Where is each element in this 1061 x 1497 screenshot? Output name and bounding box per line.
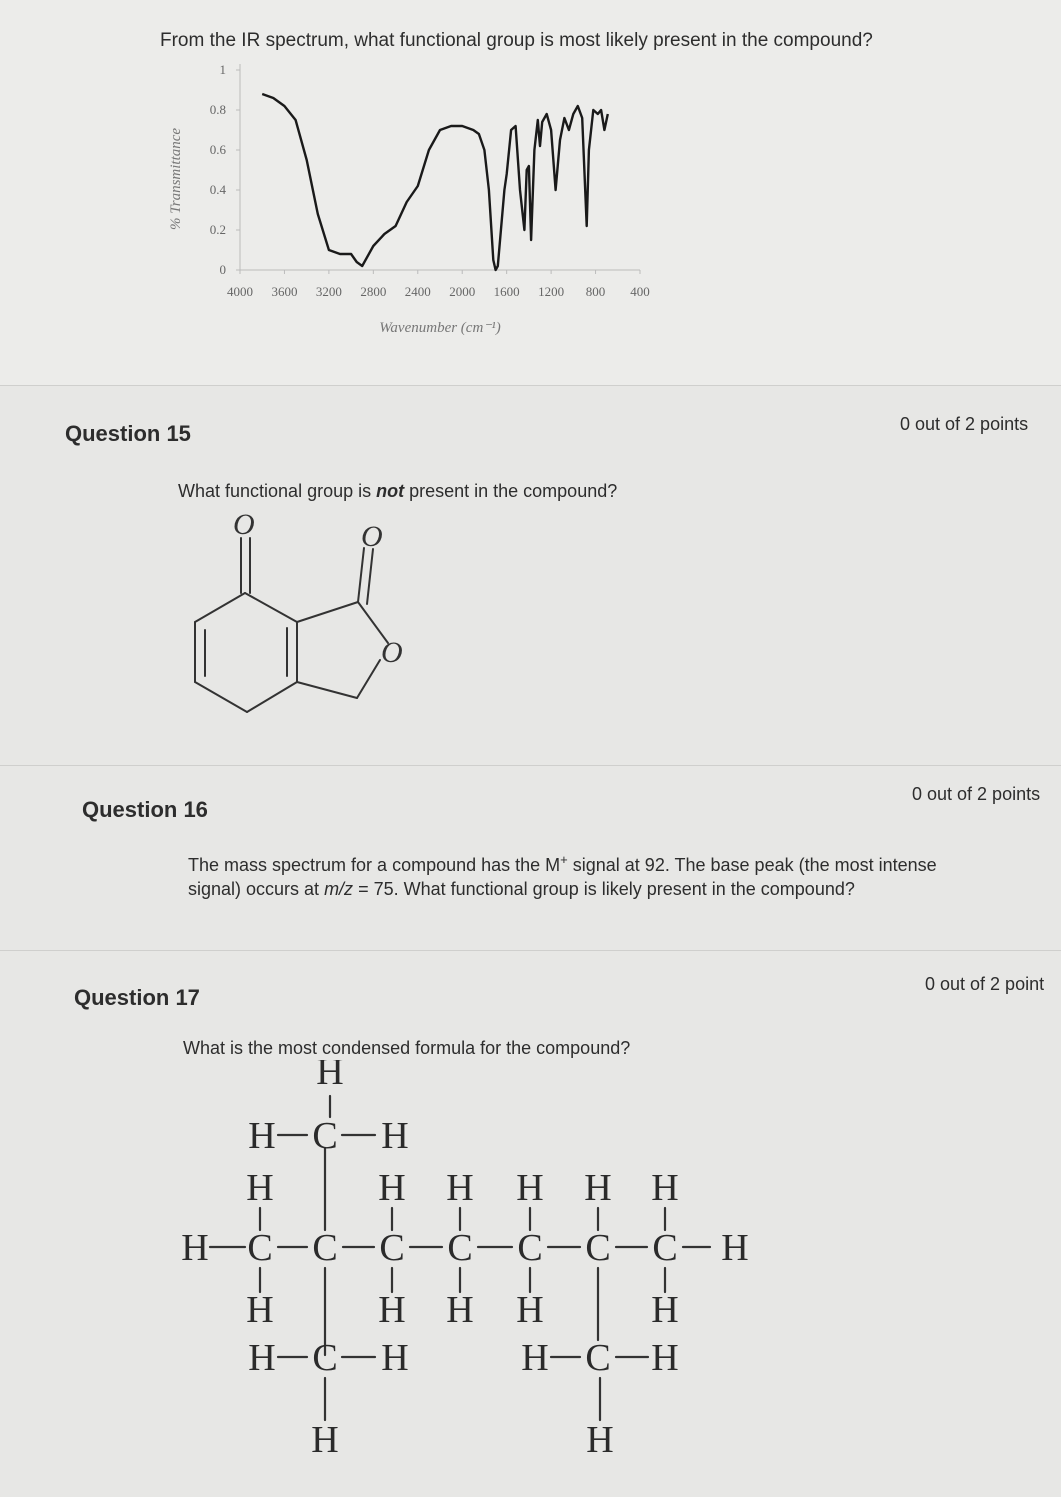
ir-x-tick-label: 2000 — [449, 284, 476, 299]
carbon-atom-label: C — [585, 1337, 611, 1379]
carbon-atom-label: C — [247, 1227, 273, 1269]
question-17-points: 0 out of 2 point — [925, 974, 1045, 994]
divider — [0, 385, 1061, 386]
ir-x-tick-label: 3200 — [315, 284, 342, 299]
hydrogen-atom-label: H — [586, 1419, 614, 1461]
ir-x-tick-label: 1200 — [538, 284, 565, 299]
question-16-line — [188, 877, 1058, 901]
ir-x-tick-label: 2400 — [404, 284, 431, 299]
hydrogen-atom-label: H — [721, 1227, 749, 1269]
question-15-title: Question 15 — [65, 421, 191, 446]
question-16-points: 0 out of 2 points — [912, 784, 1041, 804]
ir-y-tick-label: 0.2 — [209, 222, 226, 237]
question-16-text-part: signal) occurs at — [188, 879, 325, 899]
ir-x-tick-label: 2800 — [360, 284, 387, 299]
ir-y-tick-label: 1 — [219, 62, 226, 77]
question-15-points: 0 out of 2 points — [900, 414, 1029, 434]
ir-y-axis-label: % Transmittance — [168, 127, 184, 230]
hydrogen-atom-label: H — [248, 1115, 276, 1157]
hydrogen-atom-label: H — [381, 1337, 409, 1379]
hydrogen-atom-label: H — [521, 1337, 549, 1379]
hydrogen-atom-label: H — [311, 1419, 339, 1461]
hydrogen-atom-label: H — [181, 1227, 209, 1269]
question-16-mz: m/z — [324, 879, 354, 899]
ir-x-tick-label: 3600 — [271, 284, 298, 299]
question-16-text-part: The mass spectrum for a compound has the M — [188, 855, 561, 875]
question-16-line — [188, 848, 1058, 877]
hydrogen-atom-label: H — [248, 1337, 276, 1379]
carbon-atom-label: C — [312, 1115, 338, 1157]
question-15-structure — [175, 508, 435, 718]
carbon-atom-label: C — [517, 1227, 543, 1269]
ir-spectrum-series-line — [262, 94, 608, 270]
question-15-text-part: What functional group is — [178, 481, 377, 501]
ir-spectrum-chart — [150, 50, 670, 350]
ir-x-tick-label: 800 — [585, 284, 606, 299]
ir-y-tick-label: 0.8 — [209, 102, 226, 117]
ir-question-block — [0, 0, 1061, 385]
carbon-atom-label: C — [312, 1227, 338, 1269]
carbon-atom-label: C — [652, 1227, 678, 1269]
carbon-atom-label: C — [585, 1227, 611, 1269]
ir-x-tick-label: 1600 — [493, 284, 520, 299]
hydrogen-atom-label: H — [378, 1289, 406, 1331]
hydrogen-atom-label: H — [651, 1167, 679, 1209]
structure-oxygen-label: O — [381, 636, 403, 669]
ir-y-tick-label: 0.4 — [209, 182, 226, 197]
structure-oxygen-label: O — [233, 508, 255, 541]
question-16-text-part: signal at 92. The base peak (the most intense — [567, 855, 937, 875]
question-16-title: Question 16 — [82, 797, 208, 822]
ir-x-tick-label: 4000 — [227, 284, 253, 299]
divider — [0, 765, 1061, 766]
hydrogen-atom-label: H — [246, 1167, 274, 1209]
hydrogen-atom-label: H — [651, 1337, 679, 1379]
ir-x-tick-label: 400 — [630, 284, 650, 299]
hydrogen-atom-label: H — [446, 1167, 474, 1209]
question-16-superscript: + — [560, 852, 568, 867]
structure-oxygen-label: O — [361, 520, 383, 553]
hydrogen-atom-label: H — [584, 1167, 612, 1209]
question-15-text — [178, 479, 617, 503]
question-16-text — [188, 848, 1058, 901]
hydrogen-atom-label: H — [381, 1115, 409, 1157]
question-17-structure — [170, 1060, 770, 1490]
carbon-atom-label: C — [312, 1337, 338, 1379]
ir-y-tick-label: 0.6 — [209, 142, 226, 157]
ir-question-text: From the IR spectrum, what functional group is most likely present in the compound? — [160, 30, 873, 51]
carbon-atom-label: C — [379, 1227, 405, 1269]
question-17-text: What is the most condensed formula for the compound? — [183, 1038, 631, 1058]
hydrogen-atom-label: H — [316, 1060, 344, 1093]
divider — [0, 950, 1061, 951]
hydrogen-atom-label: H — [651, 1289, 679, 1331]
carbon-atom-label: C — [447, 1227, 473, 1269]
ir-x-axis-label: Wavenumber (cm⁻¹) — [379, 320, 501, 336]
hydrogen-atom-label: H — [378, 1167, 406, 1209]
hydrogen-atom-label: H — [246, 1289, 274, 1331]
question-15-text-emphasis: not — [376, 481, 405, 501]
question-16-text-part: = 75. What functional group is likely present in the compound? — [353, 879, 855, 899]
question-15-text-part: present in the compound? — [404, 481, 618, 501]
hydrogen-atom-label: H — [516, 1289, 544, 1331]
hydrogen-atom-label: H — [516, 1167, 544, 1209]
hydrogen-atom-label: H — [446, 1289, 474, 1331]
ir-y-tick-label: 0 — [219, 262, 226, 277]
question-17-title: Question 17 — [74, 985, 200, 1010]
